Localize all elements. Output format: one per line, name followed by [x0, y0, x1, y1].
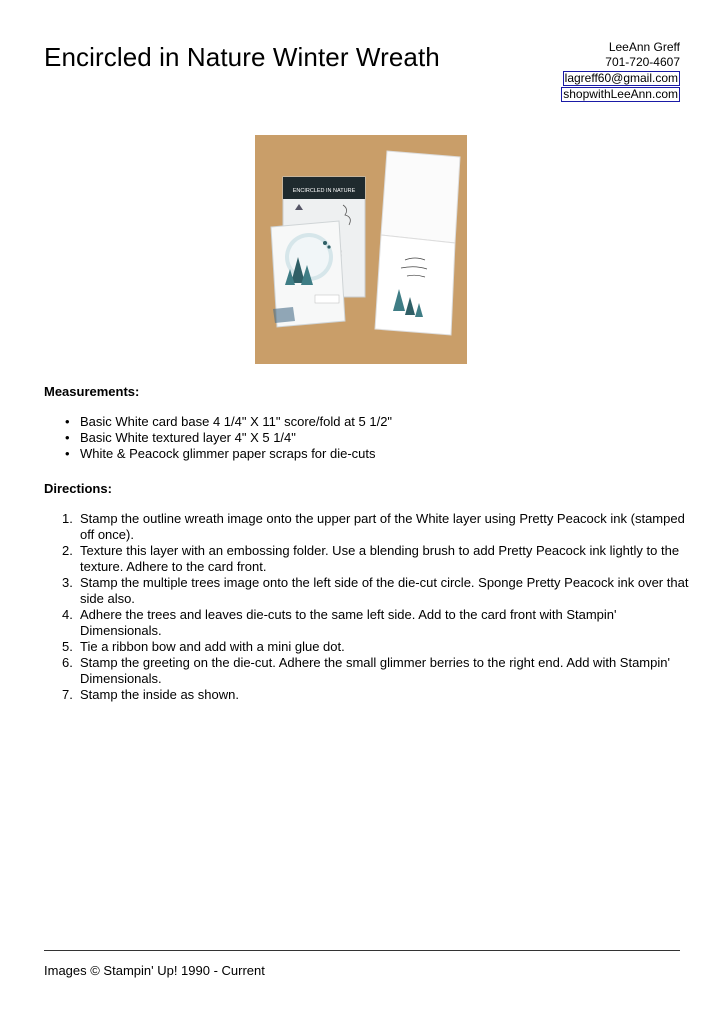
measurements-list: [60, 414, 392, 462]
step-number: 4.: [62, 607, 73, 622]
step-number: 5.: [62, 639, 73, 654]
measurements-heading: Measurements:: [44, 384, 140, 399]
step-text: Stamp the inside as shown.: [80, 687, 239, 702]
contact-block: [561, 40, 680, 102]
list-item: [62, 511, 692, 543]
website-link[interactable]: shopwithLeeAnn.com: [563, 87, 678, 101]
directions-heading: Directions:: [44, 481, 112, 496]
list-item: [62, 575, 692, 607]
list-item: [62, 543, 692, 575]
list-item: • Basic White textured layer 4" X 5 1/4": [60, 430, 392, 446]
step-number: 7.: [62, 687, 73, 702]
list-item: [62, 655, 692, 687]
stamp-set-label: ENCIRCLED IN NATURE: [292, 188, 356, 194]
email-link[interactable]: lagreff60@gmail.com: [564, 71, 678, 85]
step-text: Adhere the trees and leaves die-cuts to the same left side. Add to the card front with Stampin' Dimensionals.: [80, 607, 617, 638]
inside-card: [375, 151, 460, 335]
step-number: 3.: [62, 575, 73, 590]
contact-phone: 701-720-4607: [605, 55, 680, 69]
project-photo: [255, 135, 467, 364]
list-item: [62, 607, 692, 639]
list-item: [62, 639, 692, 655]
list-item: [62, 687, 692, 703]
step-text: Tie a ribbon bow and add with a mini glue dot.: [80, 639, 345, 654]
step-number: 6.: [62, 655, 73, 670]
card-front: [271, 221, 345, 327]
step-text: Stamp the outline wreath image onto the upper part of the White layer using Pretty Peacock ink (stamped off once).: [80, 511, 685, 542]
footer-divider: [44, 950, 680, 951]
step-text: Stamp the multiple trees image onto the left side of the die-cut circle. Sponge Pretty Peacock ink over that side also.: [80, 575, 689, 606]
step-text: Stamp the greeting on the die-cut. Adhere the small glimmer berries to the right end. Add with Stampin' Dimensionals.: [80, 655, 670, 686]
step-text: Texture this layer with an embossing folder. Use a blending brush to add Pretty Peacock ink lightly to the texture. Adhere to the card front.: [80, 543, 680, 574]
footer-copyright: Images © Stampin' Up! 1990 - Current: [44, 963, 265, 978]
step-number: 2.: [62, 543, 73, 558]
step-number: 1.: [62, 511, 73, 526]
directions-list: [62, 511, 692, 703]
page-title: Encircled in Nature Winter Wreath: [44, 42, 440, 72]
contact-name: LeeAnn Greff: [608, 40, 680, 54]
list-item: • Basic White card base 4 1/4" X 11" score/fold at 5 1/2": [60, 414, 392, 430]
list-item: • White & Peacock glimmer paper scraps for die-cuts: [60, 446, 392, 462]
